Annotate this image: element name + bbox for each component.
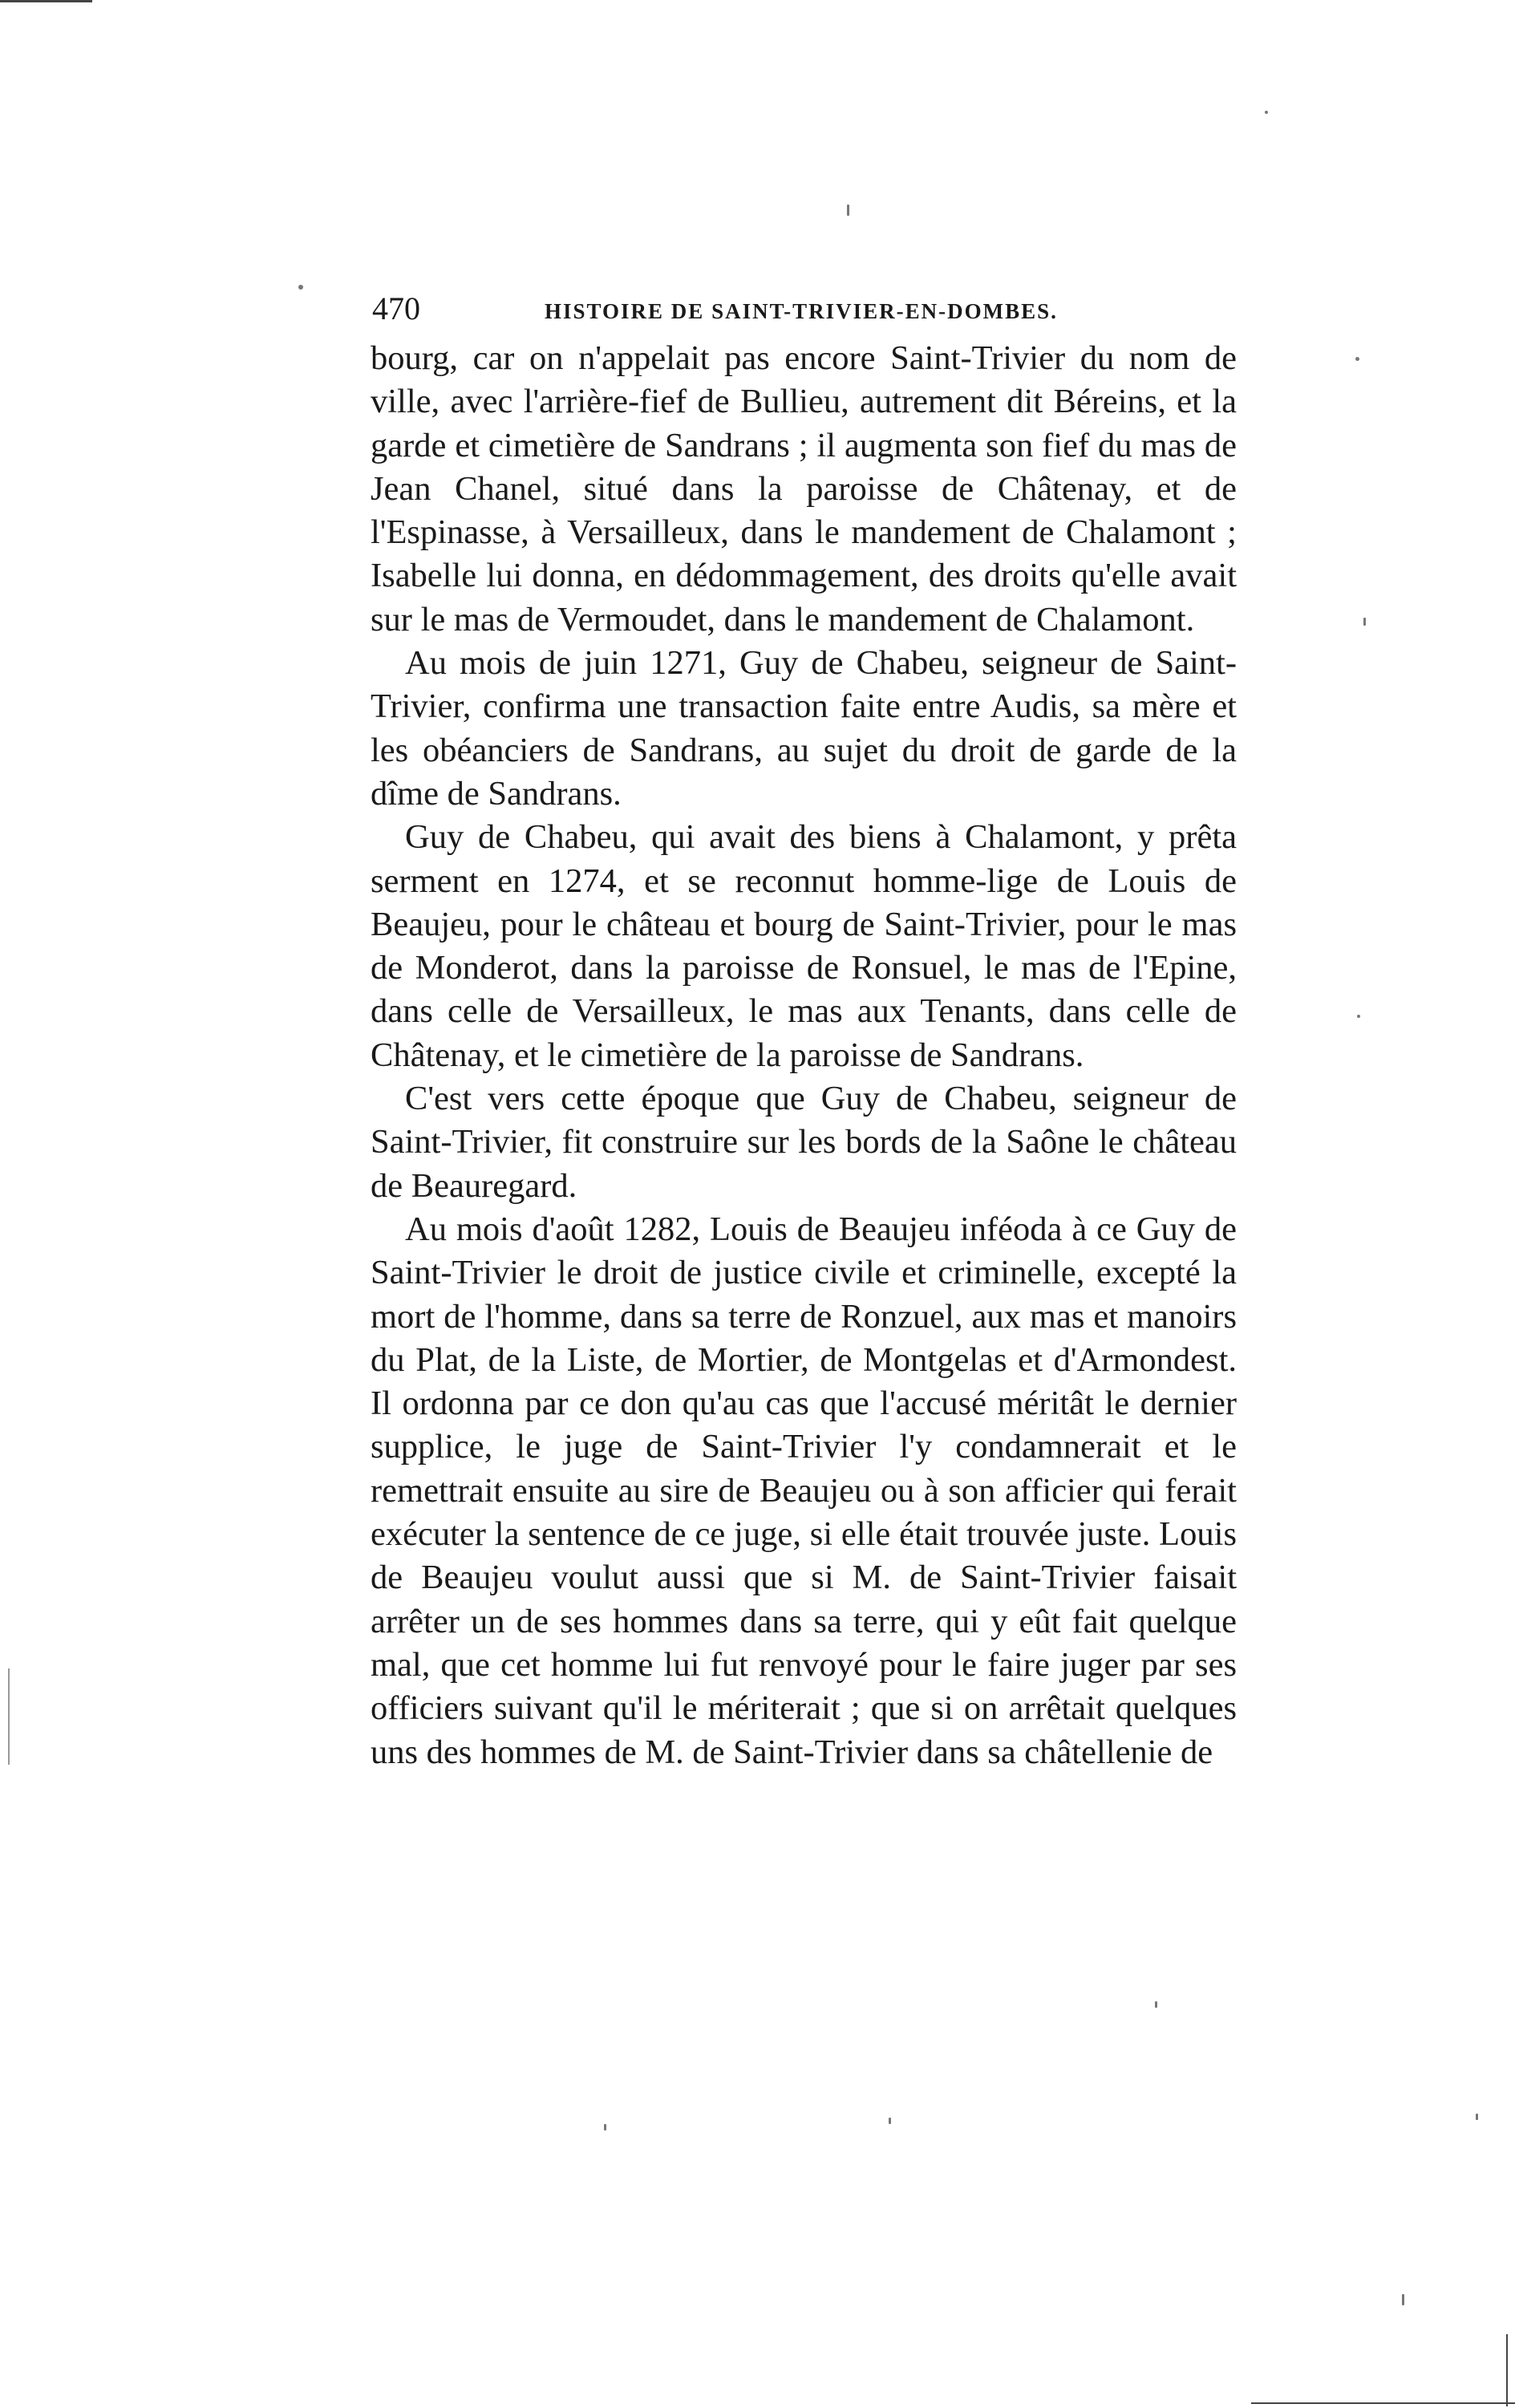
- left-edge-mark: [8, 1668, 10, 1765]
- top-edge-mark: [0, 0, 92, 2]
- scan-speck: [1402, 2294, 1404, 2305]
- scan-speck: [1265, 111, 1268, 114]
- paragraph: Au mois de juin 1271, Guy de Chabeu, seigneur de Saint-Trivier, confirma une transaction faite entre Audis, sa mère et les obéanciers de Sandrans, au sujet du droit de garde de la dîme de Sandrans.: [371, 644, 1237, 813]
- right-edge-mark: [1506, 2334, 1508, 2406]
- scan-speck: [1363, 618, 1366, 626]
- scan-speck: [889, 2118, 891, 2124]
- scan-speck: [298, 285, 303, 290]
- body-text: [371, 337, 1237, 1774]
- running-title: HISTOIRE DE SAINT-TRIVIER-EN-DOMBES.: [545, 299, 1058, 323]
- page-number: 470: [372, 290, 420, 326]
- paragraph: bourg, car on n'appelait pas encore Saint-Trivier du nom de ville, avec l'arrière-fief de Bullieu, autrement dit Béreins, et la garde et cimetière de Sandrans ; il augmenta son fief du mas de Jean Chanel, situé dans la paroisse de Châtenay, et de l'Espinasse, à Versailleux, dans le mandement de Chalamont ; Isabelle lui donna, en dédommagement, des droits qu'elle avait sur le mas de Vermoudet, dans le mandement de Chalamont.: [371, 339, 1237, 638]
- page-header: [372, 285, 1238, 333]
- scan-speck: [1357, 1015, 1360, 1018]
- paragraph: Guy de Chabeu, qui avait des biens à Chalamont, y prêta serment en 1274, et se reconnut homme-lige de Louis de Beaujeu, pour le château et bourg de Saint-Trivier, pour le mas de Monderot, dans la paroisse de Ronsuel, le mas de l'Epine, dans celle de Versailleux, le mas aux Tenants, dans celle de Châtenay, et le cimetière de la paroisse de Sandrans.: [371, 818, 1237, 1074]
- scan-speck: [1355, 357, 1359, 361]
- scan-speck: [604, 2124, 606, 2130]
- scan-speck: [847, 205, 849, 216]
- bottom-edge-mark: [1251, 2402, 1515, 2404]
- paragraph: Au mois d'août 1282, Louis de Beaujeu inféoda à ce Guy de Saint-Trivier le droit de justice civile et criminelle, excepté la mort de l'homme, dans sa terre de Ronzuel, aux mas et manoirs du Plat, de la Liste, de Mortier, de Montgelas et d'Armondest. Il ordonna par ce don qu'au cas que l'accusé méritât le dernier supplice, le juge de Saint-Trivier l'y condamnerait et le remettrait ensuite au sire de Beaujeu ou à son afficier qui ferait exécuter la sentence de ce juge, si elle était trouvée juste. Louis de Beaujeu voulut aussi que si M. de Saint-Trivier faisait arrêter un de ses hommes dans sa terre, qui y eût fait quelque mal, que cet homme lui fut renvoyé pour le faire juger par ses officiers suivant qu'il le mériterait ; que si on arrêtait quelques uns des hommes de M. de Saint-Trivier dans sa châtellenie de: [371, 1210, 1237, 1771]
- paragraph: C'est vers cette époque que Guy de Chabeu, seigneur de Saint-Trivier, fit construire sur les bords de la Saône le château de Beauregard.: [371, 1080, 1237, 1205]
- scan-speck: [1476, 2114, 1478, 2120]
- scan-speck: [1155, 2001, 1157, 2008]
